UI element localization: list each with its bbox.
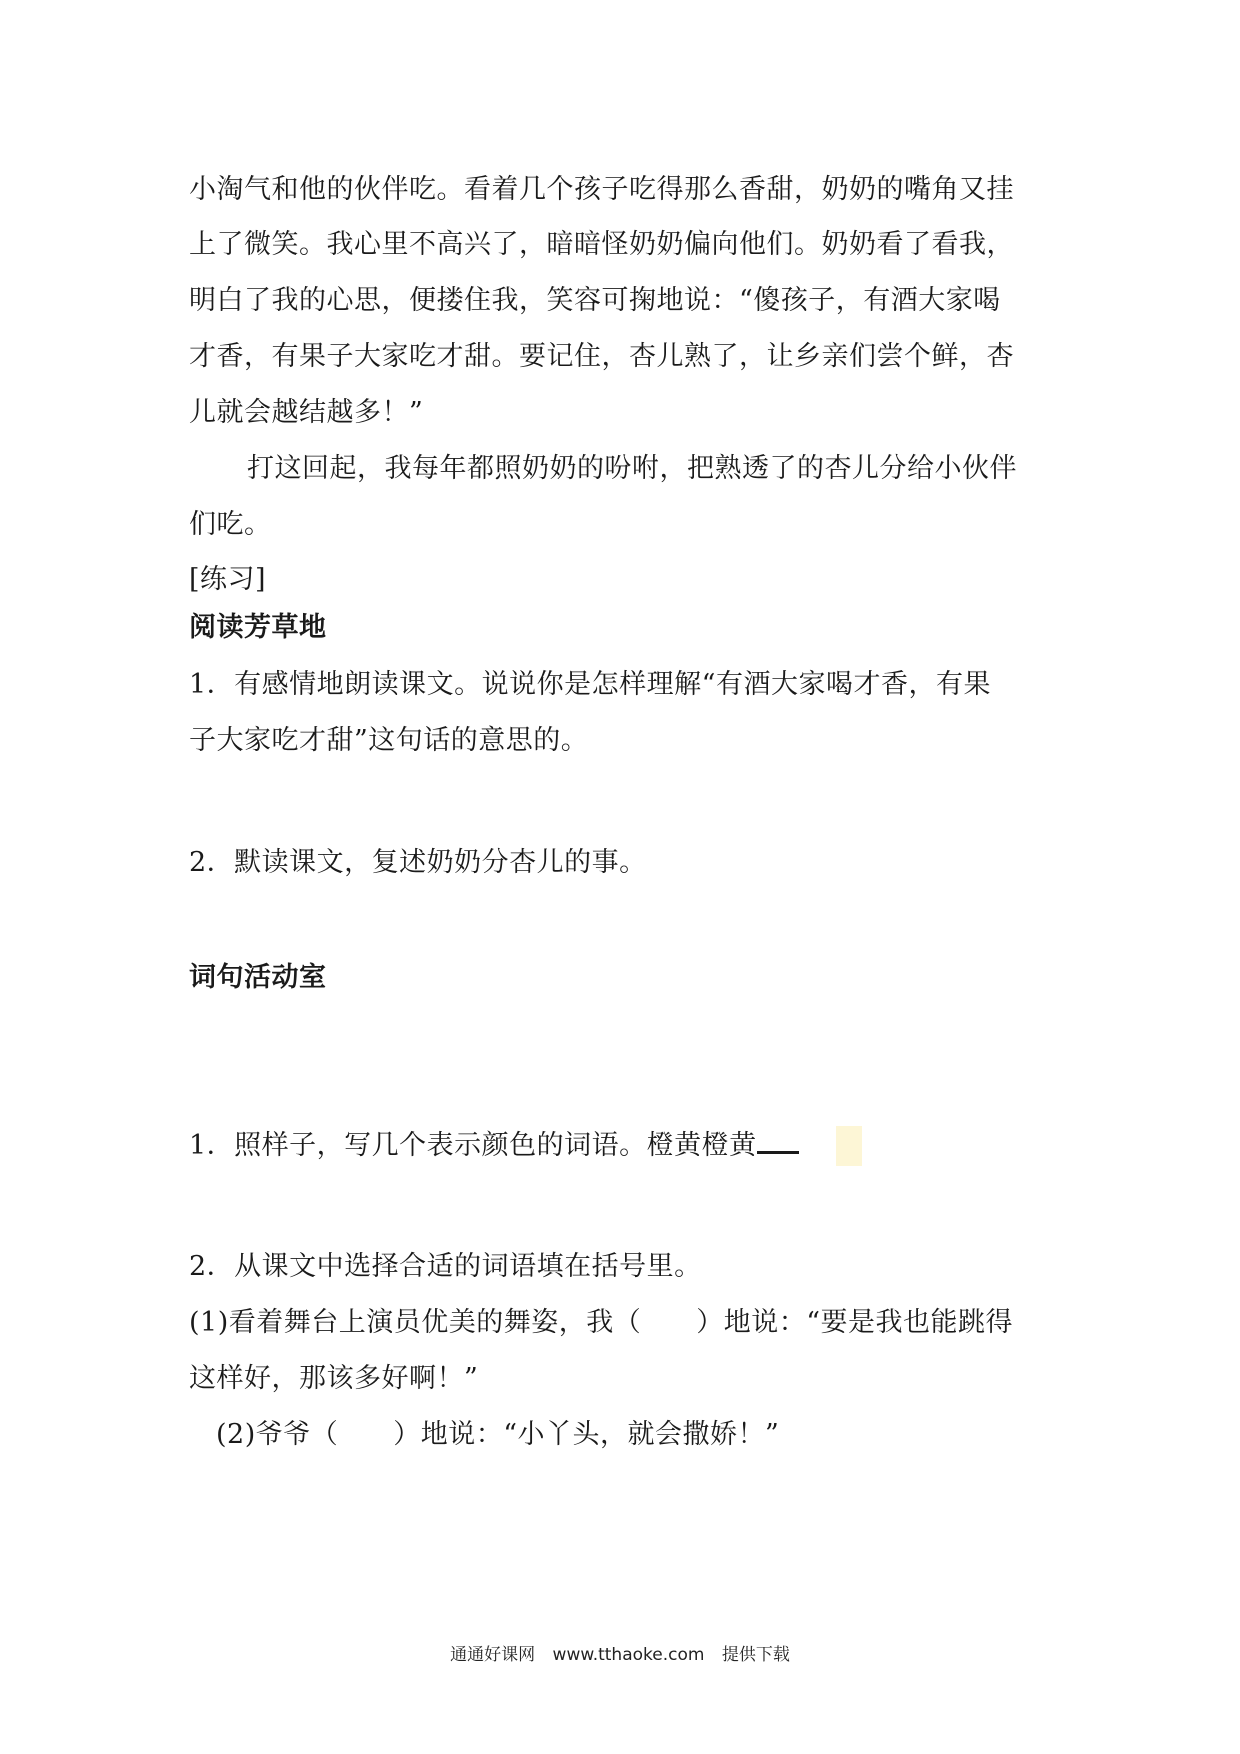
exercise-label: [练习] — [189, 564, 267, 595]
passage-line-4: 才香，有果子大家吃才甜。要记住，杏儿熟了，让乡亲们尝个鲜，杏 — [189, 341, 1014, 372]
words-question-1 — [189, 1125, 1069, 1166]
words-question-2: 2．从课文中选择合适的词语填在括号里。 — [189, 1251, 702, 1282]
section-heading-words: 词句活动室 — [189, 962, 327, 993]
words-question-2-1-line-2: 这样好，那该多好啊！” — [189, 1363, 479, 1394]
passage-line-1: 小淘气和他的伙伴吃。看着几个孩子吃得那么香甜，奶奶的嘴角又挂 — [189, 174, 1014, 205]
footer-url[interactable]: www.tthaoke.com — [552, 1645, 705, 1665]
passage-line-7: 们吃。 — [189, 509, 272, 540]
reading-question-1-line-2: 子大家吃才甜”这句话的意思的。 — [189, 725, 589, 756]
words-question-2-1-line-1: (1)看着舞台上演员优美的舞姿，我（ ）地说：“要是我也能跳得 — [189, 1307, 1014, 1338]
reading-question-1-line-1: 1．有感情地朗读课文。说说你是怎样理解“有酒大家喝才香，有果 — [189, 669, 991, 700]
words-question-2-2: (2)爷爷（ ）地说：“小丫头，就会撒娇！” — [216, 1419, 780, 1450]
answer-blank[interactable] — [757, 1125, 799, 1154]
page-footer — [0, 1640, 1240, 1665]
passage-line-6: 打这回起，我每年都照奶奶的吩咐，把熟透了的杏儿分给小伙伴 — [247, 453, 1017, 484]
section-heading-reading: 阅读芳草地 — [189, 612, 327, 643]
passage-line-3: 明白了我的心思，便搂住我，笑容可掬地说：“傻孩子，有酒大家喝 — [189, 285, 1001, 316]
passage-line-2: 上了微笑。我心里不高兴了，暗暗怪奶奶偏向他们。奶奶看了看我， — [189, 229, 1014, 260]
footer-suffix: 提供下载 — [721, 1645, 790, 1665]
passage-line-5: 儿就会越结越多！” — [189, 397, 424, 428]
footer-site-name: 通通好课网 — [450, 1645, 536, 1665]
reading-question-2: 2．默读课文，复述奶奶分杏儿的事。 — [189, 847, 647, 878]
words-question-1-text: 1．照样子，写几个表示颜色的词语。橙黄橙黄 — [189, 1130, 757, 1161]
